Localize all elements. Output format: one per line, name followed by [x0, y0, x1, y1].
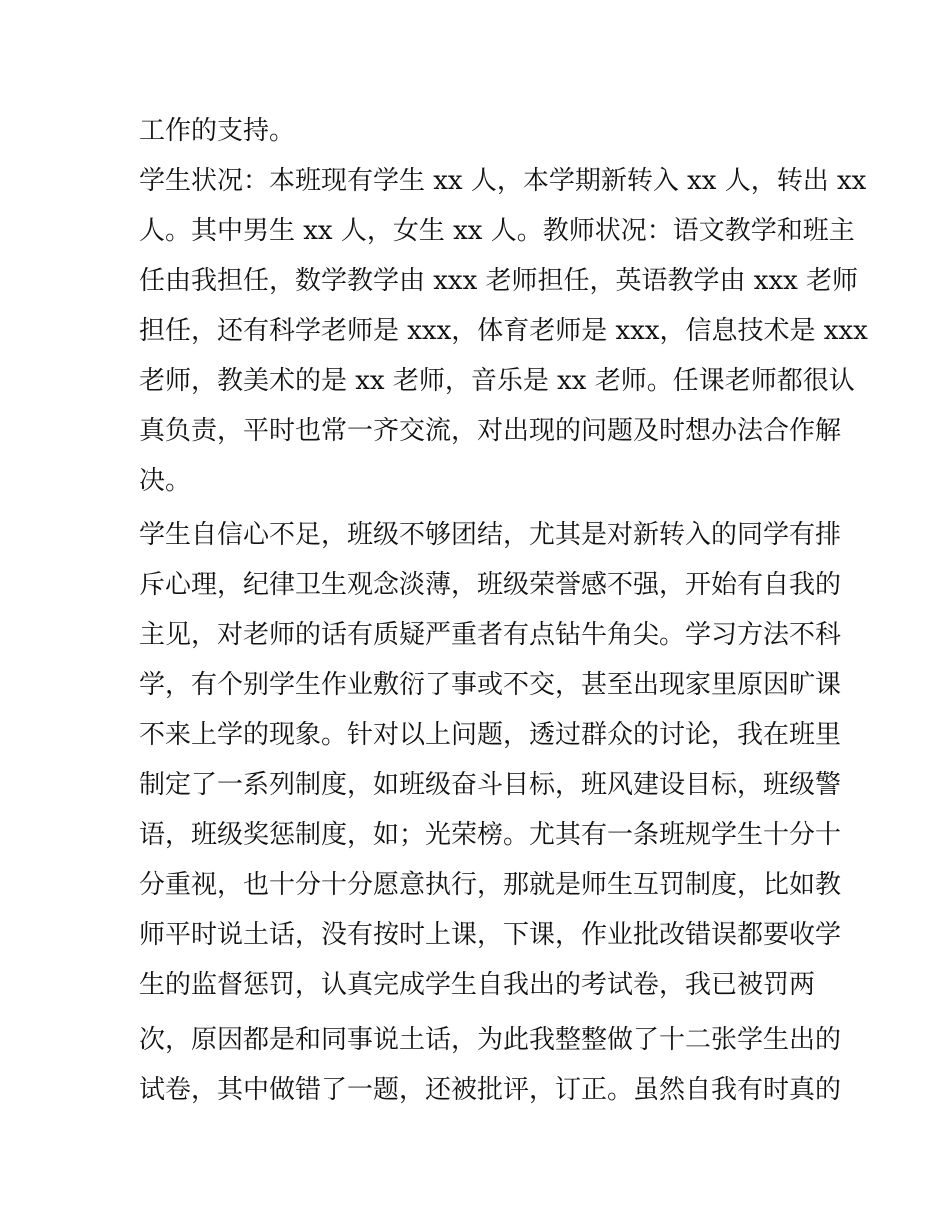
text-line: 老师，教美术的是 xx 老师，音乐是 xx 老师。任课老师都很认: [139, 366, 855, 396]
text-line: 斥心理，纪律卫生观念淡薄，班级荣誉感不强，开始有自我的: [139, 570, 842, 600]
text-line: 分重视，也十分十分愿意执行，那就是师生互罚制度，比如教: [139, 870, 842, 900]
text-line: 制定了一系列制度，如班级奋斗目标，班风建设目标，班级警: [139, 770, 842, 800]
text-line: 工作的支持。: [139, 116, 296, 146]
text-line: 师平时说土话，没有按时上课，下课，作业批改错误都要收学: [139, 920, 842, 950]
text-line: 决。: [139, 466, 192, 496]
text-line: 人。其中男生 xx 人，女生 xx 人。教师状况：语文教学和班主: [139, 216, 855, 246]
text-line: 不来上学的现象。针对以上问题，透过群众的讨论，我在班里: [139, 720, 842, 750]
text-line: 语，班级奖惩制度，如；光荣榜。尤其有一条班规学生十分十: [139, 820, 842, 850]
text-line: 担任，还有科学老师是 xxx，体育老师是 xxx，信息技术是 xxx: [139, 316, 868, 346]
text-line: 学，有个别学生作业敷衍了事或不交，甚至出现家里原因旷课: [139, 670, 842, 700]
text-line: 主见，对老师的话有质疑严重者有点钻牛角尖。学习方法不科: [139, 620, 842, 650]
text-line: 生的监督惩罚，认真完成学生自我出的考试卷，我已被罚两: [139, 970, 816, 1000]
text-line: 任由我担任，数学教学由 xxx 老师担任，英语教学由 xxx 老师: [139, 266, 859, 296]
text-line: 真负责，平时也常一齐交流，对出现的问题及时想办法合作解: [139, 416, 842, 446]
text-line: 学生自信心不足，班级不够团结，尤其是对新转入的同学有排: [139, 520, 842, 550]
text-line: 学生状况：本班现有学生 xx 人，本学期新转入 xx 人，转出 xx: [139, 166, 867, 196]
text-line: 次，原因都是和同事说土话，为此我整整做了十二张学生出的: [139, 1025, 842, 1055]
text-line: 试卷，其中做错了一题，还被批评，订正。虽然自我有时真的: [139, 1075, 842, 1105]
